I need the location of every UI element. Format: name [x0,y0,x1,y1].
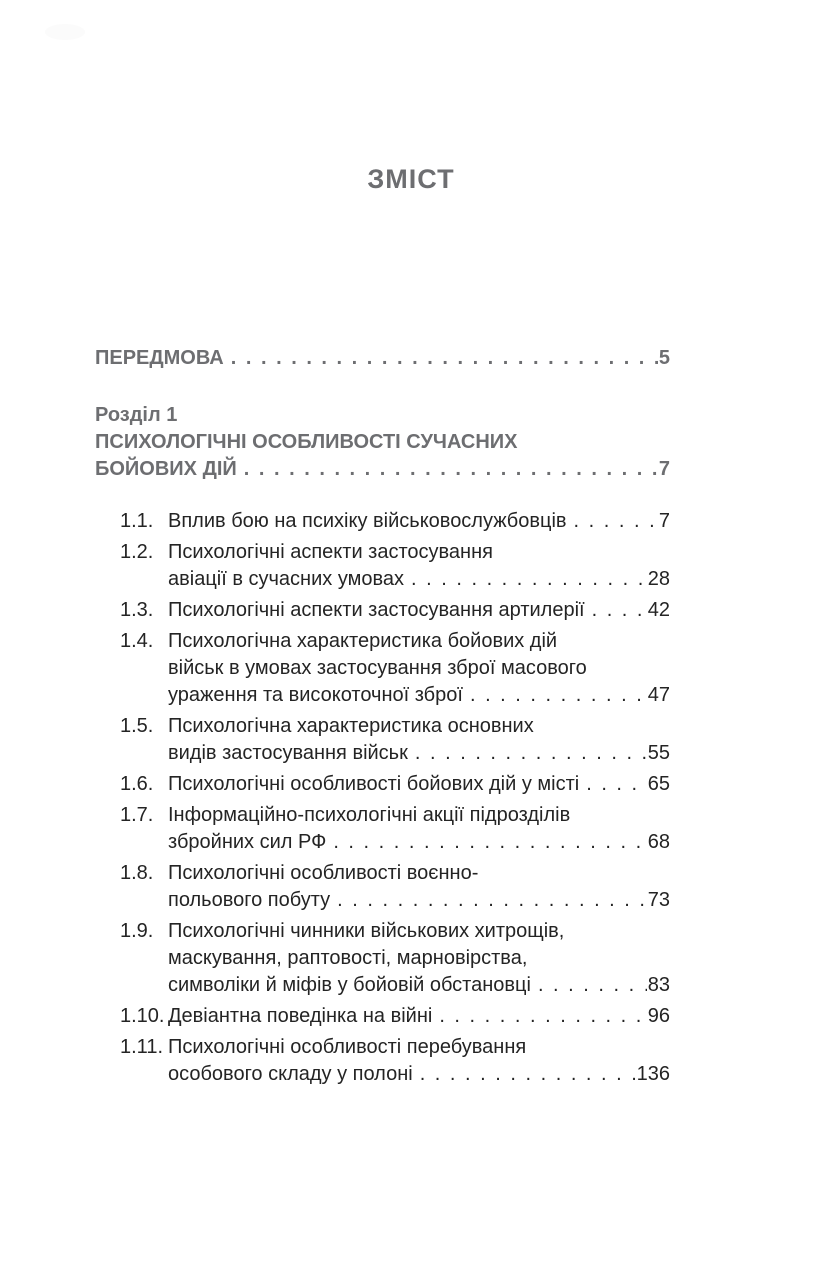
page-number: 47 [647,684,670,706]
chapter-label: Розділ 1 [95,404,178,426]
toc-items-list [95,508,670,1092]
toc-item-text: Психологічні аспекти застосування [168,541,493,563]
page-number: 68 [647,831,670,853]
toc-item-number: 1.7. [120,804,154,826]
toc-item-text: Психологічні аспекти застосування артилерії [168,599,585,621]
dot-leader [439,1003,646,1030]
page-number: 5 [658,347,670,369]
toc-item [95,802,670,856]
toc-item-text: Психологічна характеристика основних [168,715,534,737]
toc-item [95,771,670,798]
dot-leader [538,972,647,999]
toc-item-number: 1.11. [120,1036,163,1058]
page-number: 55 [647,742,670,764]
dot-leader [415,740,647,767]
toc-item-text: Психологічна характеристика бойових дій [168,630,558,652]
chapter-title-last-line [95,456,670,483]
toc-item [95,508,670,535]
toc-item-number: 1.8. [120,862,154,884]
toc-item-number: 1.9. [120,920,154,942]
toc-item-number: 1.2. [120,541,154,563]
page-number: 73 [647,889,670,911]
page-number: 42 [647,599,670,621]
toc-item-text: польового побуту [168,889,331,911]
toc-item [95,628,670,709]
scan-smudge [45,24,85,40]
toc-item-text: Психологічні особливості бойових дій у місті [168,773,580,795]
toc-item [95,860,670,914]
dot-leader [586,771,647,798]
toc-item-text: Інформаційно-психологічні акції підрозділів [168,804,571,826]
dot-leader [470,682,647,709]
toc-item-text: маскування, раптовості, марновірства, [168,947,528,969]
toc-entry-preface [95,347,670,370]
toc-item [95,1034,670,1088]
page-number: 7 [658,510,670,532]
toc-item-text: видів застосування військ [168,742,408,764]
toc-item-text: особового складу у полоні [168,1063,413,1085]
toc-item-number: 1.4. [120,630,154,652]
page-number: 28 [647,568,670,590]
toc-item [95,539,670,593]
dot-leader [411,566,647,593]
page-number: 136 [636,1063,670,1085]
dot-leader [333,829,646,856]
dot-leader [420,1061,636,1088]
toc-item-text: Психологічні чинники військових хитрощів, [168,920,565,942]
toc-item-number: 1.6. [120,773,154,795]
toc-item-number: 1.10. [120,1005,165,1027]
toc-item-text: ураження та високоточної зброї [168,684,463,706]
toc-item-text: Вплив бою на психіку військовослужбовців [168,510,567,532]
toc-item-text: збройних сил РФ [168,831,327,853]
toc-item-text: військ в умовах застосування зброї масового [168,657,587,679]
dot-leader [592,597,647,624]
toc-item-number: 1.1. [120,510,154,532]
toc-item-text: авіації в сучасних умовах [168,568,404,590]
page-title: ЗМІСТ [367,164,455,194]
dot-leader [574,508,658,535]
toc-item-number: 1.5. [120,715,154,737]
toc-item [95,713,670,767]
page-number: 83 [647,974,670,996]
toc-item-number: 1.3. [120,599,154,621]
chapter-title-line: ПСИХОЛОГІЧНІ ОСОБЛИВОСТІ СУЧАСНИХ [95,431,518,453]
toc-item-text: Психологічні особливості воєнно- [168,862,479,884]
dot-leader [244,456,658,483]
page-number: 65 [647,773,670,795]
toc-item-text: символіки й міфів у бойовій обстановці [168,974,531,996]
toc-item-text: Психологічні особливості перебування [168,1036,527,1058]
preface-label: ПЕРЕДМОВА [95,347,224,369]
toc-item [95,597,670,624]
page-number: 7 [658,458,670,480]
toc-item-text: Девіантна поведінка на війні [168,1005,433,1027]
toc-item [95,1003,670,1030]
dot-leader [337,887,647,914]
page-number: 96 [647,1005,670,1027]
chapter-title-text: БОЙОВИХ ДІЙ [95,458,237,480]
dot-leader [231,347,658,370]
toc-chapter-heading [95,402,670,483]
toc-item [95,918,670,999]
